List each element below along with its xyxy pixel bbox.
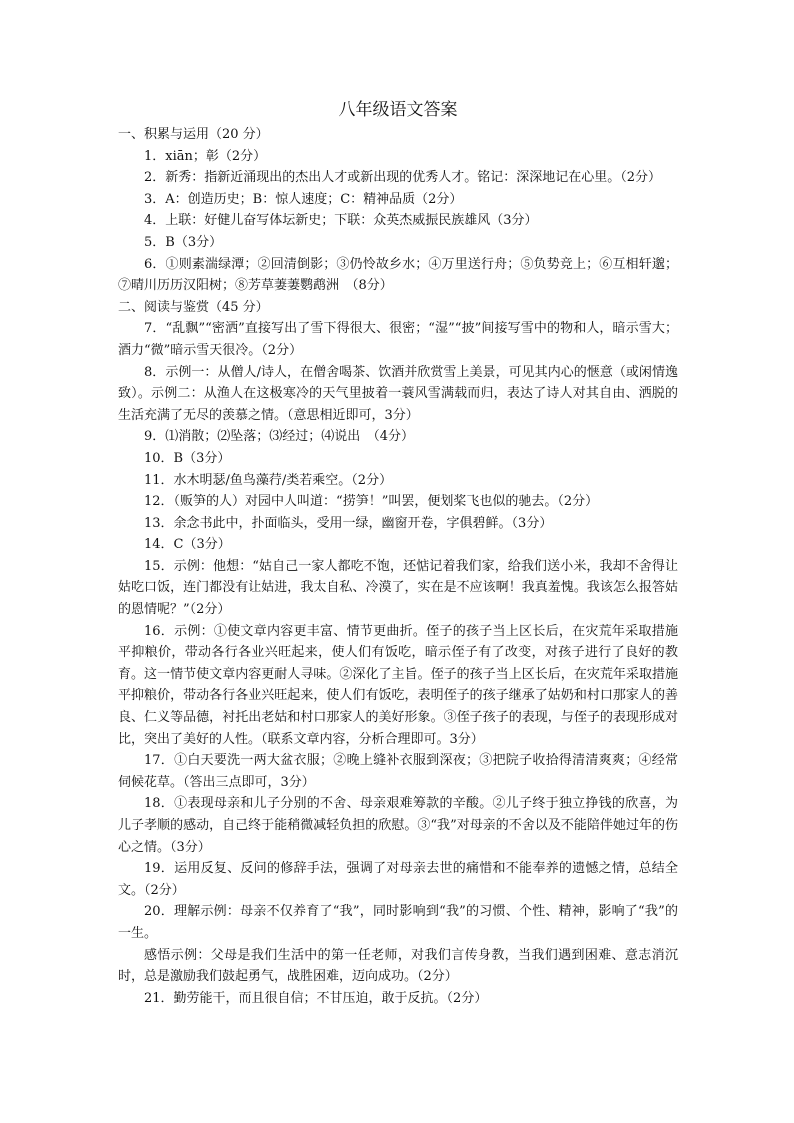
answer-item: 13．余念书此中，扑面临头，受用一绿，幽窗开卷，字俱碧鲜。（3分） bbox=[144, 515, 553, 531]
answer-item: 16．示例：①使文章内容更丰富、情节更曲折。侄子的孩子当上区长后，在灾荒年采取措施平抑粮价，带动各行各业兴旺起来，使人们有饭吃，暗示侄子有了改变，对孩子进行了良好的教育。这一情节使文章内容更耐人寻味。②深化了主旨。侄子的孩子当上区长后，在灾荒年采取措施平抑粮价，带动各行各业兴旺起来，使人们有饭吃，表明侄子的孩子继承了姑奶和村口那家人的善良、仁义等品德，衬托出老姑和村口那家人的美好形象。③侄子孩子的表现，与侄子的表现形成对比，突出了美好的人性。（联系文章内容，分析合理即可。3分） bbox=[118, 623, 678, 747]
answer-item: 9．⑴消散；⑵坠落；⑶经过；⑷说出 （4分） bbox=[144, 429, 415, 445]
answer-item: 5．B（3分） bbox=[144, 234, 223, 250]
answer-item: 7．“乱飘”“密洒”直接写出了雪下得很大、很密；“湿”“披”间接写雪中的物和人，暗示雪大；酒力“微”暗示雪天很冷。（2分） bbox=[118, 321, 678, 358]
answer-item: 11．水木明瑟/鱼鸟藻荇/类若乘空。（2分） bbox=[144, 472, 393, 488]
answer-item: 感悟示例：父母是我们生活中的第一任老师，对我们言传身教，当我们遇到困难、意志消沉时，总是激励我们鼓起勇气，战胜困难，迈向成功。（2分） bbox=[118, 947, 678, 985]
answer-item: 2．新秀：指新近涌现出的杰出人才或新出现的优秀人才。铭记：深深地记在心里。（2分） bbox=[144, 170, 662, 186]
section-heading-2: 二、阅读与鉴赏（45 分） bbox=[118, 299, 269, 315]
answer-item: 4．上联：好健儿奋写体坛新史；下联：众英杰威振民族雄风（3分） bbox=[144, 213, 538, 229]
answer-item: 12．（贩笋的人）对园中人叫道：“捞笋！”叫罢，便划桨飞也似的驰去。（2分） bbox=[144, 494, 599, 510]
answer-item: 8．示例一：从僧人/诗人，在僧舍喝茶、饮酒并欣赏雪上美景，可见其内心的惬意（或闲情逸致）。示例二：从渔人在这极寒冷的天气里披着一蓑风雪满载而归，表达了诗人对其自由、洒脱的生活充满了无尽的羡慕之情。（意思相近即可，3分） bbox=[118, 364, 678, 423]
answer-item: 17．①白天要洗一两大盆衣服；②晚上缝补衣服到深夜；③把院子收拾得清清爽爽；④经常伺候花草。（答出三点即可，3分） bbox=[118, 753, 678, 790]
answer-item: 20．理解示例：母亲不仅养育了“我”，同时影响到“我”的习惯、个性、精神，影响了“我”的一生。 bbox=[118, 904, 678, 941]
answer-item: 1．xiān；彰（2分） bbox=[144, 148, 267, 164]
answer-item: 21．勤劳能干，而且很自信；不甘压迫，敢于反抗。（2分） bbox=[144, 990, 488, 1006]
answer-body bbox=[118, 124, 678, 1009]
answer-item: 14．C（3分） bbox=[144, 537, 231, 553]
answer-item: 3．A：创造历史；B：惊人速度；C：精神品质（2分） bbox=[144, 191, 463, 207]
answer-item: 18．①表现母亲和儿子分别的不舍、母亲艰难筹款的辛酸。②儿子终于独立挣钱的欣喜，为儿子孝顺的感动，自己终于能稍微减轻负担的欣慰。③“我”对母亲的不舍以及不能陪伴她过年的伤心之情。（3分） bbox=[118, 796, 678, 855]
answer-item: 10．B（3分） bbox=[144, 450, 231, 466]
answer-item: 6．①则素湍绿潭；②回清倒影；③仍怜故乡水；④万里送行舟；⑤负势竞上；⑥互相轩邈；⑦晴川历历汉阳树；⑧芳草萋萋鹦鹉洲 （8分） bbox=[118, 256, 678, 294]
answer-item: 19．运用反复、反问的修辞手法，强调了对母亲去世的痛惜和不能奉养的遗憾之情，总结全文。（2分） bbox=[118, 861, 678, 898]
page-title: 八年级语文答案 bbox=[338, 100, 458, 120]
section-heading-1: 一、积累与运用（20 分） bbox=[118, 127, 269, 142]
answer-item: 15．示例：他想：“姑自己一家人都吃不饱，还惦记着我们家，给我们送小米，我却不舍得让姑吃口饭，连门都没有让姑进，我太自私、冷漠了，实在是不应该啊！我真羞愧。我该怎么报答姑的恩情呢？”（2分） bbox=[118, 558, 678, 618]
